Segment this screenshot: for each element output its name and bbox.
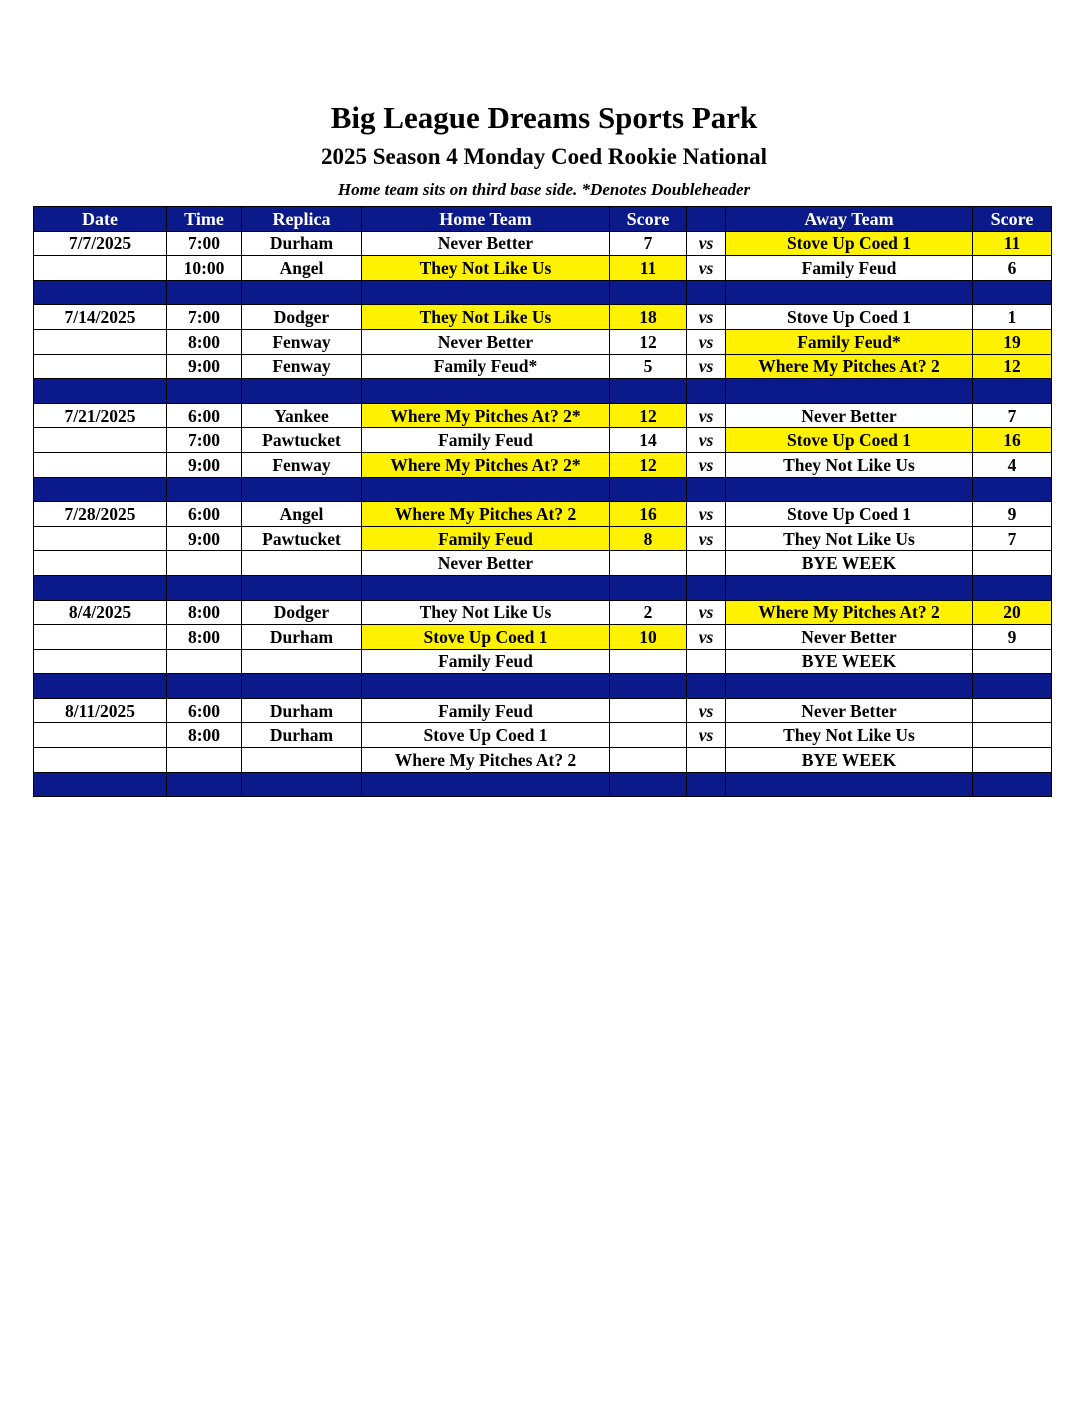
- away-team-cell: Stove Up Coed 1: [726, 231, 973, 256]
- separator-cell: [610, 280, 687, 305]
- separator-cell: [242, 379, 362, 404]
- week-separator-row: [34, 379, 1052, 404]
- away-score-cell: 7: [973, 526, 1052, 551]
- away-team-cell: They Not Like Us: [726, 723, 973, 748]
- replica-cell: Yankee: [242, 403, 362, 428]
- separator-cell: [362, 280, 610, 305]
- away-score-cell: [973, 748, 1052, 773]
- separator-cell: [973, 674, 1052, 699]
- separator-cell: [242, 772, 362, 797]
- col-replica-header: Replica: [242, 207, 362, 232]
- away-team-cell: Where My Pitches At? 2: [726, 600, 973, 625]
- date-cell: 8/11/2025: [34, 698, 167, 723]
- date-cell: [34, 649, 167, 674]
- date-cell: [34, 723, 167, 748]
- vs-cell: vs: [687, 452, 726, 477]
- game-row: [34, 354, 1052, 379]
- game-row: [34, 502, 1052, 527]
- separator-cell: [973, 575, 1052, 600]
- time-cell: 8:00: [167, 329, 242, 354]
- away-team-cell: Stove Up Coed 1: [726, 502, 973, 527]
- separator-cell: [726, 674, 973, 699]
- time-cell: 8:00: [167, 600, 242, 625]
- date-cell: [34, 329, 167, 354]
- separator-cell: [34, 280, 167, 305]
- away-team-cell: BYE WEEK: [726, 748, 973, 773]
- vs-cell: vs: [687, 329, 726, 354]
- replica-cell: [242, 748, 362, 773]
- separator-cell: [973, 280, 1052, 305]
- col-away-team-header: Away Team: [726, 207, 973, 232]
- separator-cell: [610, 575, 687, 600]
- separator-cell: [687, 379, 726, 404]
- vs-cell: [687, 748, 726, 773]
- col-away-score-header: Score: [973, 207, 1052, 232]
- time-cell: 6:00: [167, 403, 242, 428]
- separator-cell: [34, 674, 167, 699]
- time-cell: 6:00: [167, 502, 242, 527]
- away-team-cell: Never Better: [726, 403, 973, 428]
- date-cell: [34, 256, 167, 281]
- vs-cell: vs: [687, 625, 726, 650]
- away-score-cell: 7: [973, 403, 1052, 428]
- header-row: [34, 207, 1052, 232]
- time-cell: 10:00: [167, 256, 242, 281]
- page-subtitle: 2025 Season 4 Monday Coed Rookie National: [321, 144, 767, 169]
- home-score-cell: [610, 551, 687, 576]
- vs-cell: vs: [687, 723, 726, 748]
- date-cell: [34, 354, 167, 379]
- replica-cell: Durham: [242, 698, 362, 723]
- home-team-cell: Never Better: [362, 329, 610, 354]
- date-cell: [34, 428, 167, 453]
- home-team-cell: Family Feud*: [362, 354, 610, 379]
- replica-cell: Pawtucket: [242, 526, 362, 551]
- separator-cell: [726, 280, 973, 305]
- time-cell: 7:00: [167, 231, 242, 256]
- away-team-cell: They Not Like Us: [726, 526, 973, 551]
- home-score-cell: 11: [610, 256, 687, 281]
- away-score-cell: 19: [973, 329, 1052, 354]
- away-score-cell: 12: [973, 354, 1052, 379]
- date-cell: 7/14/2025: [34, 305, 167, 330]
- time-cell: 7:00: [167, 305, 242, 330]
- home-team-cell: They Not Like Us: [362, 305, 610, 330]
- vs-cell: [687, 551, 726, 576]
- col-home-score-header: Score: [610, 207, 687, 232]
- home-score-cell: 12: [610, 452, 687, 477]
- vs-cell: vs: [687, 256, 726, 281]
- home-team-cell: Stove Up Coed 1: [362, 723, 610, 748]
- date-cell: [34, 526, 167, 551]
- home-team-cell: Where My Pitches At? 2: [362, 502, 610, 527]
- separator-cell: [167, 280, 242, 305]
- home-score-cell: 7: [610, 231, 687, 256]
- vs-cell: vs: [687, 526, 726, 551]
- date-cell: 8/4/2025: [34, 600, 167, 625]
- game-row: [34, 428, 1052, 453]
- home-team-cell: Family Feud: [362, 428, 610, 453]
- separator-cell: [167, 379, 242, 404]
- home-team-cell: Never Better: [362, 231, 610, 256]
- away-score-cell: [973, 698, 1052, 723]
- game-row: [34, 723, 1052, 748]
- game-row: [34, 649, 1052, 674]
- game-row: [34, 231, 1052, 256]
- separator-cell: [726, 772, 973, 797]
- away-team-cell: Never Better: [726, 698, 973, 723]
- separator-cell: [973, 379, 1052, 404]
- col-vs-header: [687, 207, 726, 232]
- separator-cell: [362, 772, 610, 797]
- away-score-cell: 1: [973, 305, 1052, 330]
- schedule-body: [34, 231, 1052, 797]
- separator-cell: [610, 477, 687, 502]
- vs-cell: vs: [687, 403, 726, 428]
- game-row: [34, 551, 1052, 576]
- vs-cell: vs: [687, 600, 726, 625]
- replica-cell: Fenway: [242, 329, 362, 354]
- separator-cell: [242, 674, 362, 699]
- week-separator-row: [34, 674, 1052, 699]
- vs-cell: vs: [687, 231, 726, 256]
- col-date-header: Date: [34, 207, 167, 232]
- schedule-note: Home team sits on third base side. *Denotes Doubleheader: [337, 180, 751, 199]
- away-team-cell: BYE WEEK: [726, 551, 973, 576]
- separator-cell: [610, 674, 687, 699]
- home-score-cell: 12: [610, 329, 687, 354]
- separator-cell: [687, 674, 726, 699]
- game-row: [34, 526, 1052, 551]
- away-score-cell: 9: [973, 625, 1052, 650]
- date-cell: [34, 748, 167, 773]
- separator-cell: [34, 772, 167, 797]
- game-row: [34, 698, 1052, 723]
- home-team-cell: Stove Up Coed 1: [362, 625, 610, 650]
- home-score-cell: 8: [610, 526, 687, 551]
- home-score-cell: [610, 748, 687, 773]
- home-team-cell: Family Feud: [362, 526, 610, 551]
- separator-cell: [726, 575, 973, 600]
- time-cell: 9:00: [167, 452, 242, 477]
- separator-cell: [34, 379, 167, 404]
- replica-cell: Durham: [242, 625, 362, 650]
- week-separator-row: [34, 772, 1052, 797]
- col-home-team-header: Home Team: [362, 207, 610, 232]
- time-cell: 6:00: [167, 698, 242, 723]
- separator-cell: [167, 575, 242, 600]
- home-team-cell: Family Feud: [362, 698, 610, 723]
- week-separator-row: [34, 477, 1052, 502]
- separator-cell: [362, 477, 610, 502]
- schedule-table: [33, 206, 1052, 797]
- date-cell: [34, 625, 167, 650]
- vs-cell: vs: [687, 354, 726, 379]
- col-time-header: Time: [167, 207, 242, 232]
- time-cell: [167, 551, 242, 576]
- game-row: [34, 748, 1052, 773]
- vs-cell: [687, 649, 726, 674]
- time-cell: 8:00: [167, 625, 242, 650]
- date-cell: 7/28/2025: [34, 502, 167, 527]
- replica-cell: Dodger: [242, 600, 362, 625]
- home-team-cell: Where My Pitches At? 2*: [362, 452, 610, 477]
- replica-cell: Fenway: [242, 354, 362, 379]
- away-team-cell: They Not Like Us: [726, 452, 973, 477]
- home-team-cell: Never Better: [362, 551, 610, 576]
- replica-cell: [242, 649, 362, 674]
- game-row: [34, 256, 1052, 281]
- away-score-cell: 4: [973, 452, 1052, 477]
- home-score-cell: 2: [610, 600, 687, 625]
- game-row: [34, 452, 1052, 477]
- replica-cell: Durham: [242, 723, 362, 748]
- separator-cell: [167, 772, 242, 797]
- time-cell: 7:00: [167, 428, 242, 453]
- away-team-cell: Never Better: [726, 625, 973, 650]
- away-team-cell: Family Feud: [726, 256, 973, 281]
- separator-cell: [973, 477, 1052, 502]
- home-team-cell: They Not Like Us: [362, 600, 610, 625]
- week-separator-row: [34, 575, 1052, 600]
- vs-cell: vs: [687, 305, 726, 330]
- separator-cell: [362, 575, 610, 600]
- separator-cell: [610, 379, 687, 404]
- vs-cell: vs: [687, 428, 726, 453]
- home-score-cell: 5: [610, 354, 687, 379]
- date-cell: [34, 452, 167, 477]
- separator-cell: [726, 477, 973, 502]
- replica-cell: Angel: [242, 502, 362, 527]
- away-team-cell: BYE WEEK: [726, 649, 973, 674]
- time-cell: 9:00: [167, 354, 242, 379]
- home-team-cell: They Not Like Us: [362, 256, 610, 281]
- separator-cell: [362, 379, 610, 404]
- separator-cell: [34, 477, 167, 502]
- home-score-cell: 14: [610, 428, 687, 453]
- game-row: [34, 600, 1052, 625]
- away-score-cell: [973, 723, 1052, 748]
- replica-cell: [242, 551, 362, 576]
- home-team-cell: Family Feud: [362, 649, 610, 674]
- time-cell: 9:00: [167, 526, 242, 551]
- game-row: [34, 329, 1052, 354]
- date-cell: 7/21/2025: [34, 403, 167, 428]
- away-score-cell: 11: [973, 231, 1052, 256]
- date-cell: [34, 551, 167, 576]
- separator-cell: [687, 575, 726, 600]
- away-team-cell: Stove Up Coed 1: [726, 428, 973, 453]
- home-score-cell: [610, 649, 687, 674]
- home-score-cell: 16: [610, 502, 687, 527]
- replica-cell: Pawtucket: [242, 428, 362, 453]
- away-score-cell: 20: [973, 600, 1052, 625]
- game-row: [34, 305, 1052, 330]
- time-cell: [167, 748, 242, 773]
- away-team-cell: Where My Pitches At? 2: [726, 354, 973, 379]
- replica-cell: Fenway: [242, 452, 362, 477]
- separator-cell: [610, 772, 687, 797]
- away-team-cell: Family Feud*: [726, 329, 973, 354]
- page-title: Big League Dreams Sports Park: [330, 100, 758, 135]
- separator-cell: [726, 379, 973, 404]
- game-row: [34, 625, 1052, 650]
- home-team-cell: Where My Pitches At? 2*: [362, 403, 610, 428]
- home-score-cell: [610, 698, 687, 723]
- separator-cell: [973, 772, 1052, 797]
- date-cell: 7/7/2025: [34, 231, 167, 256]
- away-score-cell: [973, 551, 1052, 576]
- vs-cell: vs: [687, 698, 726, 723]
- separator-cell: [242, 280, 362, 305]
- separator-cell: [167, 477, 242, 502]
- separator-cell: [362, 674, 610, 699]
- home-score-cell: [610, 723, 687, 748]
- replica-cell: Angel: [242, 256, 362, 281]
- replica-cell: Dodger: [242, 305, 362, 330]
- away-score-cell: 6: [973, 256, 1052, 281]
- separator-cell: [687, 280, 726, 305]
- home-score-cell: 18: [610, 305, 687, 330]
- separator-cell: [687, 772, 726, 797]
- separator-cell: [242, 477, 362, 502]
- separator-cell: [687, 477, 726, 502]
- vs-cell: vs: [687, 502, 726, 527]
- home-score-cell: 12: [610, 403, 687, 428]
- time-cell: 8:00: [167, 723, 242, 748]
- week-separator-row: [34, 280, 1052, 305]
- away-score-cell: 16: [973, 428, 1052, 453]
- home-team-cell: Where My Pitches At? 2: [362, 748, 610, 773]
- time-cell: [167, 649, 242, 674]
- away-score-cell: 9: [973, 502, 1052, 527]
- separator-cell: [34, 575, 167, 600]
- replica-cell: Durham: [242, 231, 362, 256]
- away-team-cell: Stove Up Coed 1: [726, 305, 973, 330]
- away-score-cell: [973, 649, 1052, 674]
- home-score-cell: 10: [610, 625, 687, 650]
- game-row: [34, 403, 1052, 428]
- separator-cell: [167, 674, 242, 699]
- separator-cell: [242, 575, 362, 600]
